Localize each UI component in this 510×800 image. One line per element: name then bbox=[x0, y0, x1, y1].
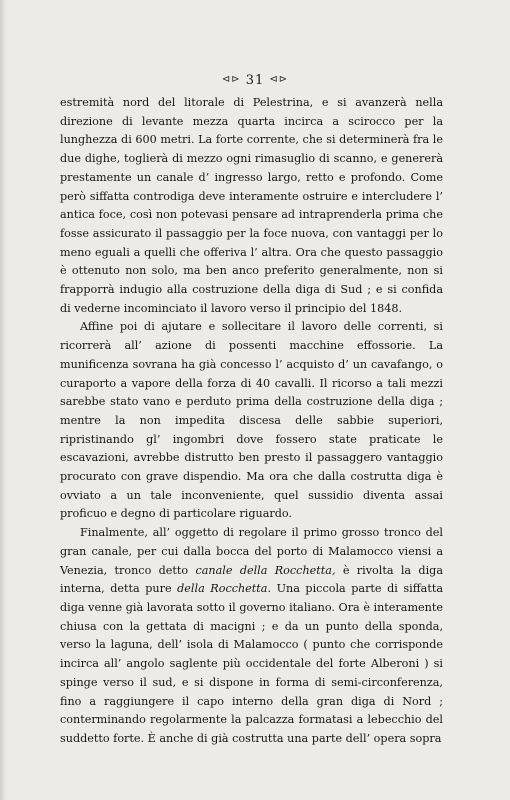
page-edge-shadow bbox=[0, 0, 6, 800]
paragraph-text: . Una piccola parte di siffatta diga venne già lavorata sotto il governo italiano. Ora è interamente chiusa con la gettata di macigni ; e da un punto della sponda, verso la laguna, dell’ isola di Malamocco ( punto che corrisponde incirca all’ angolo saglente più occidentale del forte Alberoni ) si spinge verso il sud, e si dispone in forma di semi-circonferenza, fino a raggiungere il capo interno della gran diga di Nord ; conterminando regolarmente la palcazza formatasi a lebecchio del suddetto forte. È anche di già costrutta una parte dell’ opera sopra bbox=[60, 582, 443, 745]
ornament-right-icon: ⊲⊳ bbox=[269, 74, 289, 85]
italic-term-della-rocchetta: della Rocchetta bbox=[177, 582, 268, 596]
paragraph-1 bbox=[60, 94, 443, 318]
body-text bbox=[60, 94, 443, 749]
page-header bbox=[0, 73, 510, 88]
paragraph-text: Affine poi di ajutare e sollecitare il lavoro delle correnti, si ricorrerà all’ azione di possenti macchine effossorie. La munificenza sovrana ha già concesso l’ acquisto d’ un cavafango, o curaporto a vapore della forza di 40 cavalli. Il ricorso a tali mezzi sarebbe stato vano e perduto prima della costruzione della diga ; mentre la non impedita discesa delle sabbie superiori, ripristinando gl’ ingombri dove fossero state praticate le escavazioni, avrebbe distrutto ben presto il passaggero vantaggio procurato con grave dispendio. Ma ora che dalla costrutta diga è ovviato a un tale inconveniente, quel sussidio diventa assai proficuo e degno di particolare riguardo. bbox=[60, 320, 443, 521]
paragraph-text: Finalmente, all’ oggetto di regolare il primo grosso tronco del gran canale, per cui dalla bocca del porto di Malamocco viensi a Venezia, tronco detto bbox=[60, 526, 443, 577]
paragraph-3 bbox=[60, 524, 443, 748]
paragraph-text: estremità nord del litorale di Pelestrina, e si avanzerà nella direzione di levante mezza quarta incirca a scirocco per la lunghezza di 600 metri. La forte corrente, che si determinerà fra le due dighe, toglierà di mezzo ogni rimasuglio di scanno, e genererà prestamente un canale d’ ingresso largo, retto e profondo. Come però siffatta controdiga deve interamente ostruire e intercludere l’ antica foce, così non potevasi pensare ad intraprenderla prima che fosse assicurato il passaggio per la foce nuova, con vantaggi per lo meno eguali a quelli che offeriva l’ altra. Ora che questo passaggio è ottenuto non solo, ma ben anco preferito generalmente, non si frapporrà indugio alla costruzione della diga di Sud ; e si confida di vederne incominciato il lavoro verso il principio del 1848. bbox=[60, 96, 443, 315]
paragraph-text: è rivolta la diga interna, detta pure bbox=[60, 563, 443, 596]
ornament-left-icon: ⊲⊳ bbox=[221, 74, 241, 85]
paragraph-2 bbox=[60, 318, 443, 524]
page-number: 31 bbox=[245, 73, 265, 88]
italic-term-canale-rocchetta: canale della Rocchetta, bbox=[195, 563, 336, 577]
